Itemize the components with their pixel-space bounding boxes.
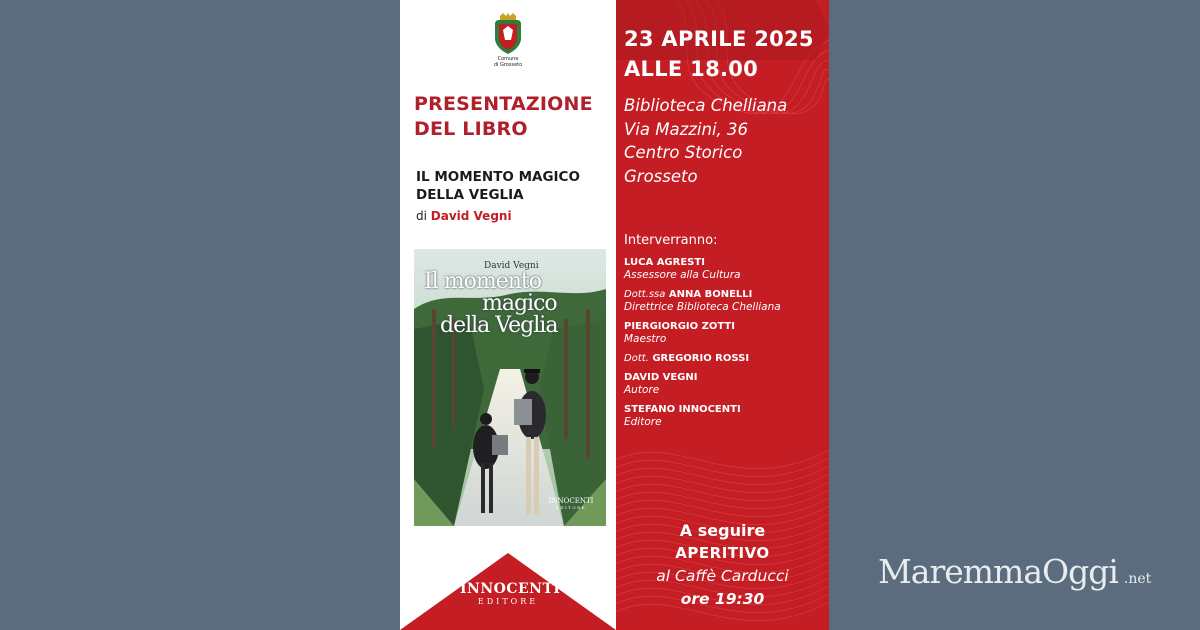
poster-left-panel: [400, 0, 616, 630]
presentation-heading: PRESENTAZIONE DEL LIBRO: [414, 93, 593, 140]
crest-label: Comune di Grosseto: [493, 56, 523, 68]
speaker-item: Dott. GREGORIO ROSSI: [624, 353, 750, 364]
book-cover: [414, 249, 606, 526]
cover-publisher: INNOCENTI EDITORE: [548, 497, 594, 510]
event-poster: [400, 0, 829, 630]
maremmaoggi-logo[interactable]: [878, 552, 1151, 591]
event-venue: Biblioteca Chelliana Via Mazzini, 36 Centro Storico Grosseto: [624, 96, 788, 186]
event-date: 23 APRILE 2025 ALLE 18.00: [624, 27, 814, 81]
speakers-list: [624, 256, 829, 435]
brand-tld: .net: [1123, 571, 1152, 587]
speaker-item: LUCA AGRESTI Assessore alla Cultura: [624, 257, 741, 281]
speakers-heading: Interverranno:: [624, 233, 718, 248]
grosseto-crest-icon: [490, 12, 526, 60]
aperitivo-info: A seguire APERITIVO al Caffè Carducci ore 19:30: [656, 521, 789, 608]
brand-name: MaremmaOggi: [878, 552, 1118, 591]
speaker-item: STEFANO INNOCENTI Editore: [624, 404, 741, 428]
speaker-item: DAVID VEGNI Autore: [624, 372, 698, 396]
byline: di David Vegni: [416, 209, 512, 223]
author-name: David Vegni: [430, 209, 512, 223]
cover-author: David Vegni: [484, 261, 539, 271]
speaker-item: Dott.ssa ANNA BONELLI Direttrice Biblioteca Chelliana: [624, 289, 781, 313]
cover-title: Il momento magico della Veglia: [424, 269, 558, 338]
publisher-logo: INNOCENTI EDITORE: [460, 581, 561, 606]
book-title: IL MOMENTO MAGICO DELLA VEGLIA: [416, 169, 580, 203]
poster-right-panel: [616, 0, 829, 630]
speaker-item: PIERGIORGIO ZOTTI Maestro: [624, 321, 735, 345]
